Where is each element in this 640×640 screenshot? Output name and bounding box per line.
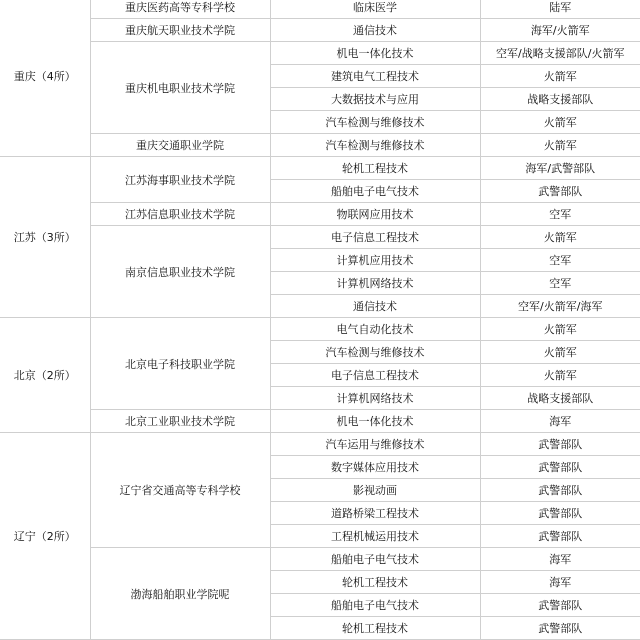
service-branch-cell: 海军/武警部队 — [480, 157, 640, 180]
table-row — [0, 0, 640, 19]
province-cell: 重庆（4所） — [0, 0, 90, 157]
major-cell: 道路桥梁工程技术 — [270, 502, 480, 525]
major-cell: 计算机网络技术 — [270, 387, 480, 410]
major-cell: 汽车检测与维修技术 — [270, 111, 480, 134]
major-cell: 通信技术 — [270, 19, 480, 42]
service-branch-cell: 海军 — [480, 548, 640, 571]
major-cell: 机电一体化技术 — [270, 42, 480, 65]
service-branch-cell: 火箭军 — [480, 134, 640, 157]
service-branch-cell: 空军 — [480, 272, 640, 295]
table-row — [0, 19, 640, 42]
service-branch-cell: 空军/火箭军/海军 — [480, 295, 640, 318]
major-cell: 船舶电子电气技术 — [270, 594, 480, 617]
service-branch-cell: 战略支援部队 — [480, 387, 640, 410]
province-cell: 江苏（3所） — [0, 157, 90, 318]
school-cell: 江苏信息职业技术学院 — [90, 203, 270, 226]
school-cell: 北京工业职业技术学院 — [90, 410, 270, 433]
service-branch-cell: 武警部队 — [480, 180, 640, 203]
service-branch-cell: 武警部队 — [480, 525, 640, 548]
service-branch-cell: 武警部队 — [480, 594, 640, 617]
service-branch-cell: 空军 — [480, 203, 640, 226]
major-cell: 影视动画 — [270, 479, 480, 502]
major-cell: 机电一体化技术 — [270, 410, 480, 433]
service-branch-cell: 陆军 — [480, 0, 640, 19]
service-branch-cell: 火箭军 — [480, 341, 640, 364]
major-cell: 汽车检测与维修技术 — [270, 134, 480, 157]
table-row — [0, 410, 640, 433]
service-branch-cell: 武警部队 — [480, 456, 640, 479]
major-cell: 船舶电子电气技术 — [270, 548, 480, 571]
major-cell: 通信技术 — [270, 295, 480, 318]
service-branch-cell: 武警部队 — [480, 433, 640, 456]
service-branch-cell: 海军 — [480, 410, 640, 433]
major-cell: 汽车运用与维修技术 — [270, 433, 480, 456]
major-cell: 临床医学 — [270, 0, 480, 19]
major-cell: 轮机工程技术 — [270, 617, 480, 640]
major-cell: 计算机网络技术 — [270, 272, 480, 295]
service-branch-cell: 火箭军 — [480, 65, 640, 88]
major-cell: 电子信息工程技术 — [270, 226, 480, 249]
table-row — [0, 318, 640, 341]
major-cell: 计算机应用技术 — [270, 249, 480, 272]
service-branch-cell: 火箭军 — [480, 226, 640, 249]
table-row — [0, 157, 640, 180]
service-branch-cell: 战略支援部队 — [480, 88, 640, 111]
major-cell: 轮机工程技术 — [270, 571, 480, 594]
province-cell: 辽宁（2所） — [0, 433, 90, 640]
school-cell: 江苏海事职业技术学院 — [90, 157, 270, 203]
school-cell: 辽宁省交通高等专科学校 — [90, 433, 270, 548]
table-row — [0, 134, 640, 157]
table-row — [0, 203, 640, 226]
table-row — [0, 226, 640, 249]
school-cell: 渤海船舶职业学院呢 — [90, 548, 270, 640]
major-cell: 工程机械运用技术 — [270, 525, 480, 548]
service-branch-cell: 空军/战略支援部队/火箭军 — [480, 42, 640, 65]
major-cell: 建筑电气工程技术 — [270, 65, 480, 88]
service-branch-cell: 武警部队 — [480, 617, 640, 640]
school-cell: 南京信息职业技术学院 — [90, 226, 270, 318]
service-branch-cell: 火箭军 — [480, 111, 640, 134]
service-branch-cell: 武警部队 — [480, 479, 640, 502]
school-cell: 重庆机电职业技术学院 — [90, 42, 270, 134]
school-cell: 重庆交通职业学院 — [90, 134, 270, 157]
province-cell: 北京（2所） — [0, 318, 90, 433]
school-cell: 重庆医药高等专科学校 — [90, 0, 270, 19]
service-branch-cell: 火箭军 — [480, 364, 640, 387]
major-cell: 大数据技术与应用 — [270, 88, 480, 111]
service-branch-cell: 海军/火箭军 — [480, 19, 640, 42]
major-cell: 船舶电子电气技术 — [270, 180, 480, 203]
table-row — [0, 433, 640, 456]
major-cell: 汽车检测与维修技术 — [270, 341, 480, 364]
school-cell: 北京电子科技职业学院 — [90, 318, 270, 410]
table-row — [0, 548, 640, 571]
major-cell: 电气自动化技术 — [270, 318, 480, 341]
major-cell: 物联网应用技术 — [270, 203, 480, 226]
service-branch-cell: 海军 — [480, 571, 640, 594]
major-cell: 轮机工程技术 — [270, 157, 480, 180]
table-row — [0, 42, 640, 65]
school-cell: 重庆航天职业技术学院 — [90, 19, 270, 42]
major-cell: 数字媒体应用技术 — [270, 456, 480, 479]
major-cell: 电子信息工程技术 — [270, 364, 480, 387]
service-branch-cell: 火箭军 — [480, 318, 640, 341]
service-branch-cell: 空军 — [480, 249, 640, 272]
service-branch-cell: 武警部队 — [480, 502, 640, 525]
